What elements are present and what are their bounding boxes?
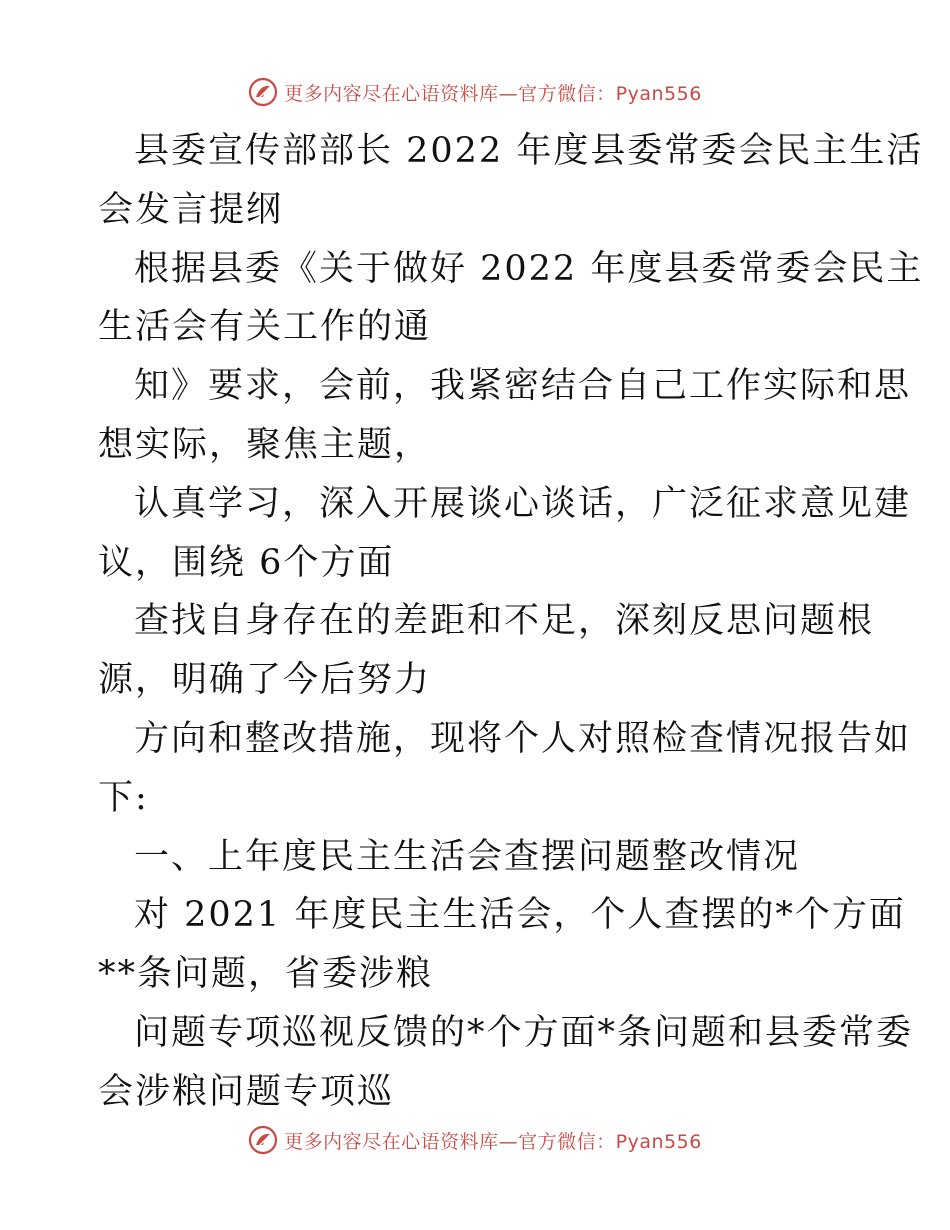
paragraph: 根据县委《关于做好 2022 年度县委常委会民主 生活会有关工作的通 [98, 248, 924, 348]
header-watermark-banner [0, 72, 950, 112]
paragraph: 问题专项巡视反馈的*个方面*条问题和县委常委 会涉粮问题专项巡 [98, 1012, 914, 1112]
paragraph: 对 2021 年度民主生活会，个人查摆的*个方面 **条问题，省委涉粮 [98, 895, 906, 995]
section-heading: 一、上年度民主生活会查摆问题整改情况 [134, 836, 801, 877]
header-watermark-text: 更多内容尽在心语资料库—官方微信：Pyan556 [284, 82, 702, 105]
logo-icon [248, 77, 278, 107]
document-body [98, 122, 924, 1122]
footer-watermark-banner [0, 1120, 950, 1160]
paragraph: 查找自身存在的差距和不足，深刻反思问题根 源，明确了今后努力 [98, 601, 875, 701]
document-title: 县委宣传部部长 2022 年度县委常委会民主生活 会发言提纲 [98, 131, 924, 230]
logo-icon [248, 1125, 278, 1155]
paragraph: 认真学习，深入开展谈心谈话，广泛征求意见建 议，围绕 6个方面 [98, 483, 912, 583]
paragraph: 方向和整改措施，现将个人对照检查情况报告如 下: [98, 718, 912, 818]
paragraph: 知》要求，会前，我紧密结合自己工作实际和思 想实际，聚焦主题， [98, 366, 912, 465]
footer-watermark-text: 更多内容尽在心语资料库—官方微信：Pyan556 [284, 1130, 702, 1153]
